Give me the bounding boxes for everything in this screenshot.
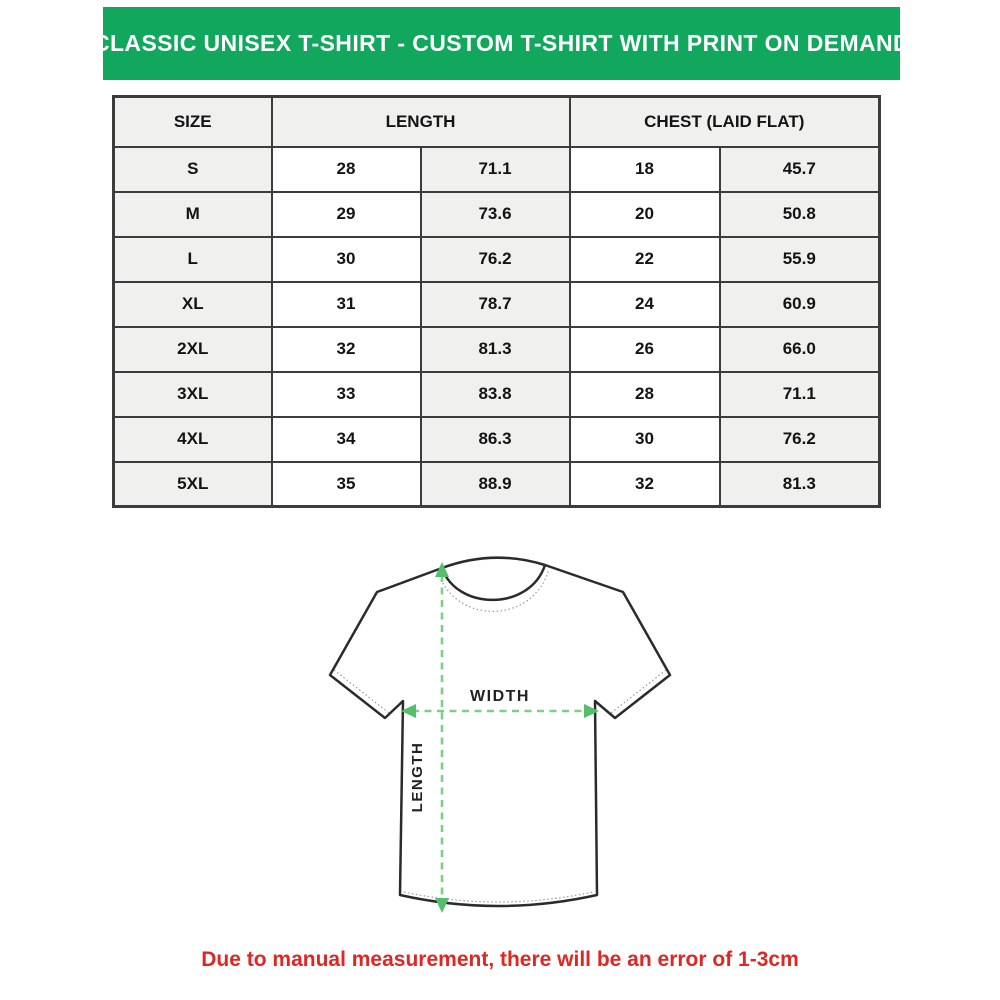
- size-cell: 2XL: [114, 327, 272, 372]
- size-cell: XL: [114, 282, 272, 327]
- length-in-cell: 35: [272, 462, 421, 507]
- col-header-size: SIZE: [114, 97, 272, 147]
- chest-cm-cell: 66.0: [720, 327, 880, 372]
- chest-cm-cell: 50.8: [720, 192, 880, 237]
- length-in-cell: 30: [272, 237, 421, 282]
- length-arrowhead-bottom: [435, 898, 449, 913]
- length-cm-cell: 73.6: [421, 192, 570, 237]
- length-in-cell: 28: [272, 147, 421, 192]
- length-cm-cell: 86.3: [421, 417, 570, 462]
- table-row: [114, 372, 880, 417]
- size-chart-table: [112, 95, 878, 508]
- length-cm-cell: 83.8: [421, 372, 570, 417]
- col-header-length: LENGTH: [272, 97, 570, 147]
- chest-in-cell: 18: [570, 147, 720, 192]
- chest-in-cell: 26: [570, 327, 720, 372]
- table-row: [114, 462, 880, 507]
- length-in-cell: 29: [272, 192, 421, 237]
- size-cell: S: [114, 147, 272, 192]
- width-label: WIDTH: [470, 688, 530, 705]
- size-cell: L: [114, 237, 272, 282]
- length-cm-cell: 71.1: [421, 147, 570, 192]
- chest-cm-cell: 76.2: [720, 417, 880, 462]
- length-cm-cell: 88.9: [421, 462, 570, 507]
- table-row: [114, 147, 880, 192]
- length-in-cell: 34: [272, 417, 421, 462]
- size-cell: M: [114, 192, 272, 237]
- table-header-row: [114, 97, 880, 147]
- table-row: [114, 192, 880, 237]
- length-in-cell: 33: [272, 372, 421, 417]
- chest-in-cell: 20: [570, 192, 720, 237]
- length-cm-cell: 81.3: [421, 327, 570, 372]
- length-cm-cell: 78.7: [421, 282, 570, 327]
- table-row: [114, 327, 880, 372]
- length-label: LENGTH: [409, 741, 426, 813]
- chest-in-cell: 28: [570, 372, 720, 417]
- col-header-chest: CHEST (LAID FLAT): [570, 97, 880, 147]
- chest-cm-cell: 81.3: [720, 462, 880, 507]
- table-row: [114, 417, 880, 462]
- size-cell: 5XL: [114, 462, 272, 507]
- measurement-disclaimer: Due to manual measurement, there will be an error of 1-3cm: [201, 948, 799, 971]
- page-title: CLASSIC UNISEX T-SHIRT - CUSTOM T-SHIRT WITH PRINT ON DEMAND: [92, 30, 911, 56]
- table-row: [114, 282, 880, 327]
- table-row: [114, 237, 880, 282]
- title-banner: [92, 7, 911, 80]
- chest-cm-cell: 55.9: [720, 237, 880, 282]
- size-cell: 3XL: [114, 372, 272, 417]
- chest-in-cell: 30: [570, 417, 720, 462]
- length-cm-cell: 76.2: [421, 237, 570, 282]
- t-shirt-diagram: [300, 545, 700, 945]
- tshirt-outline: [330, 558, 670, 906]
- size-cell: 4XL: [114, 417, 272, 462]
- chest-in-cell: 22: [570, 237, 720, 282]
- chest-cm-cell: 45.7: [720, 147, 880, 192]
- chest-in-cell: 24: [570, 282, 720, 327]
- chest-cm-cell: 60.9: [720, 282, 880, 327]
- length-in-cell: 32: [272, 327, 421, 372]
- length-in-cell: 31: [272, 282, 421, 327]
- chest-in-cell: 32: [570, 462, 720, 507]
- chest-cm-cell: 71.1: [720, 372, 880, 417]
